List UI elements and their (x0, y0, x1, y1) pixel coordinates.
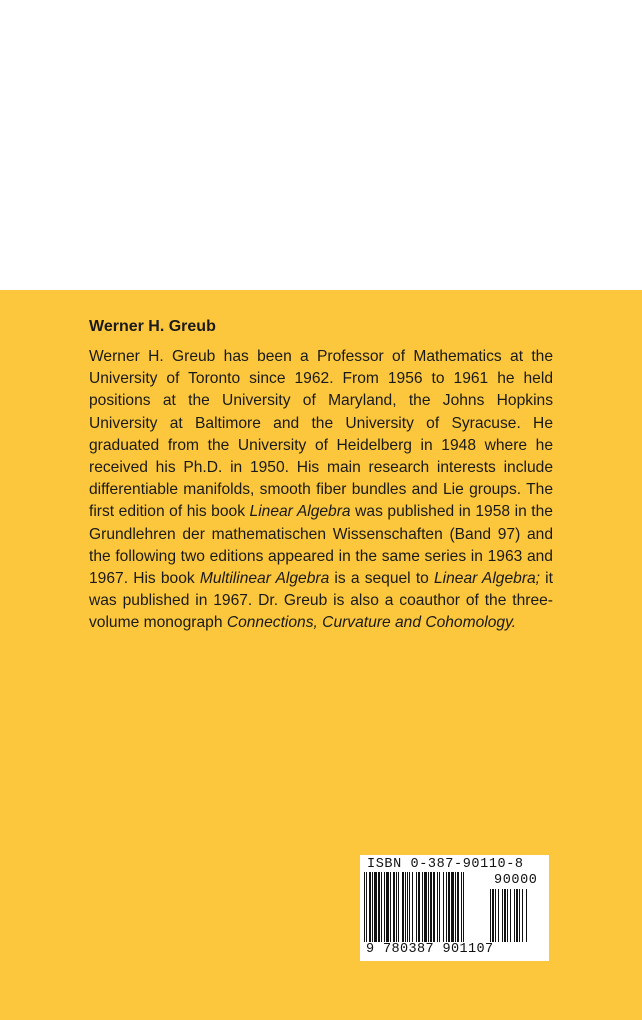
ean-barcode-bars (364, 872, 484, 942)
author-heading: Werner H. Greub (89, 318, 216, 335)
price-code: 90000 (494, 873, 538, 888)
bio-text-3: is a sequel to (329, 570, 434, 588)
bio-text-1: Werner H. Greub has been a Professor of Mathematics at the University of Toronto since 1962. From 1956 to 1961 he held positions at the University of Maryland, the Johns Hopkins University at Baltimore and the University of Syracuse. He graduated from the University of Heidelberg in 1948 where he received his Ph.D. in 1950. His main research interests include differentiable manifolds, smooth fiber bundles and Lie groups. The first edition of his book (89, 348, 553, 521)
addon-barcode-bars (490, 889, 542, 942)
cover-top-area (0, 0, 642, 290)
isbn-number: ISBN 0-387-90110-8 (367, 857, 524, 872)
bio-text-4: it was published in 1967. Dr. Greub is also a coauthor of the three-volume monograph (89, 570, 553, 632)
book-title-linear-algebra: Linear Algebra (249, 503, 351, 521)
isbn-barcode (360, 855, 549, 961)
ean-digits: 9 780387 901107 (366, 942, 494, 957)
book-title-linear-algebra-ref: Linear Algebra; (434, 570, 541, 588)
bio-text-2: was published in 1958 in the Grundlehren der mathematischen Wissenschaften (Band 97) and the following two editions appeared in the same series in 1963 and 1967. His book (89, 503, 553, 588)
book-title-connections: Connections, Curvature and Cohomology. (226, 614, 517, 632)
author-biography (89, 346, 553, 635)
book-title-multilinear-algebra: Multilinear Algebra (199, 570, 330, 588)
